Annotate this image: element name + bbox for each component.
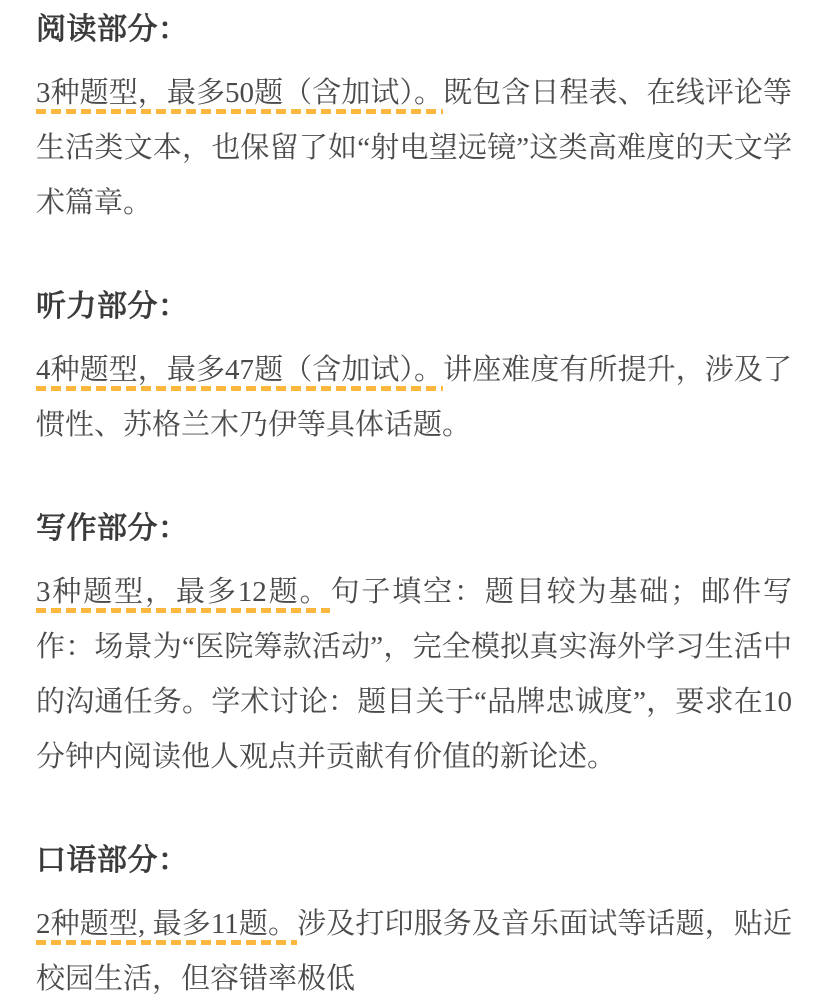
highlighted-text: 4种题型，最多47题（含加试）。: [36, 354, 443, 391]
article-body: [36, 12, 792, 1007]
highlighted-text: 2种题型, 最多11题。: [36, 908, 297, 945]
section-speaking: [36, 843, 792, 1007]
section-listening-paragraph: [36, 343, 792, 453]
section-writing-heading: 写作部分：: [36, 512, 189, 545]
section-writing-paragraph: [36, 565, 792, 785]
section-reading-heading: 阅读部分：: [36, 13, 189, 46]
paragraph-text: 既包含日程表、在线评论等生活类文本，也保留了如“射电望远镜”这类高难度的天文学术篇章。: [36, 77, 792, 219]
highlighted-text: 3种题型，最多50题（含加试）。: [36, 77, 443, 114]
section-writing: [36, 511, 792, 785]
section-reading-paragraph: [36, 66, 792, 231]
section-speaking-heading: 口语部分：: [36, 844, 189, 877]
section-reading: [36, 12, 792, 231]
section-speaking-paragraph: [36, 897, 792, 1007]
highlighted-text: 3种题型，最多12题。: [36, 576, 330, 613]
paragraph-text: 句子填空：题目较为基础；邮件写作：场景为“医院筹款活动”，完全模拟真实海外学习生活中的沟通任务。学术讨论：题目关于“品牌忠诚度”，要求在10分钟内阅读他人观点并贡献有价值的新论述。: [36, 576, 792, 773]
paragraph-text: 涉及打印服务及音乐面试等话题，贴近校园生活，但容错率极低: [36, 908, 792, 995]
section-listening: [36, 289, 792, 453]
paragraph-text: 讲座难度有所提升，涉及了惯性、苏格兰木乃伊等具体话题。: [36, 354, 792, 441]
section-listening-heading: 听力部分：: [36, 290, 189, 323]
